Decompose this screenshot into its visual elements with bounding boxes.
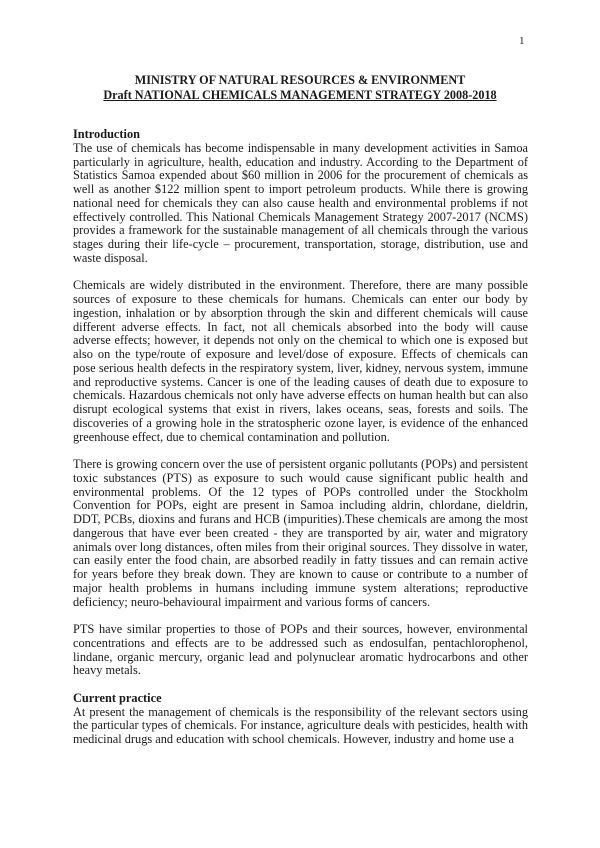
section-current-practice [73,692,528,747]
document-header [0,73,600,102]
ministry-title: MINISTRY OF NATURAL RESOURCES & ENVIRONMENT [134,73,466,87]
section-heading: Introduction [73,127,140,141]
paragraph: The use of chemicals has become indispensable in many development activities in Samoa particularly in agriculture, health, education and industry. According to the Department of Statistics Samoa expended about $60 million in 2006 for the procurement of chemicals as well as another $122 million spent to import petroleum products. While there is growing national need for chemicals they can also cause health and environmental problems if not effectively controlled. This National Chemicals Management Strategy 2007-2017 (NCMS) provides a framework for the sustainable management of all chemicals through the various stages during their life-cycle – procurement, transportation, storage, distribution, use and waste disposal. [73,140,528,265]
page-number: 1 [519,35,525,47]
paragraph: At present the management of chemicals is the responsibility of the relevant sectors using the particular types of chemicals. For instance, agriculture deals with pesticides, health with medicinal drugs and education with school chemicals. However, industry and home use a [73,704,528,746]
section-heading: Current practice [73,690,162,705]
strategy-subtitle: Draft NATIONAL CHEMICALS MANAGEMENT STRATEGY 2008-2018 [103,87,497,102]
paragraph: There is growing concern over the use of persistent organic pollutants (POPs) and persistent toxic substances (PTS) as exposure to such would cause significant public health and environmental problems. Of the 12 types of POPs controlled under the Stockholm Convention for POPs, eight are present in Samoa including aldrin, chlordane, dieldrin, DDT, PCBs, dioxins and furans and HCB (impurities).These chemicals are among the most dangerous that have ever been created - they are transported by air, water and migratory animals over long distances, often miles from their original sources. They dissolve in water, can easily enter the food chain, are absorbed readily in fatty tissues and can remain active for years before they break down. They are known to cause or contribute to a number of major health problems in humans including immune system alterations; reproductive deficiency; neuro-behavioural impairment and various forms of cancers. [73,457,528,609]
section-introduction [73,128,528,678]
paragraph: PTS have similar properties to those of POPs and their sources, however, environmental concentrations and effects are to be addressed such as endosulfan, pentachlorophenol, lindane, organic mercury, organic lead and polynuclear aromatic hydrocarbons and other heavy metals. [73,622,528,678]
paragraph: Chemicals are widely distributed in the environment. Therefore, there are many possible sources of exposure to these chemicals for humans. Chemicals can enter our body by ingestion, inhalation or by absorption through the skin and different chemicals will cause different adverse effects. In fact, not all chemicals absorbed into the body will cause adverse effects; however, it depends not only on the chemical to which one is exposed but also on the type/route of exposure and level/dose of exposure. Effects of chemicals can pose serious health defects in the respiratory system, liver, kidney, nervous system, immune and reproductive systems. Cancer is one of the leading causes of death due to exposure to chemicals. Hazardous chemicals not only have adverse effects on human health but can also disrupt ecological systems that exist in rivers, lakes oceans, seas, forests and soils. The discoveries of a growing hole in the stratospheric ozone layer, is evidence of the enhanced greenhouse effect, due to chemical contamination and pollution. [73,278,528,444]
document-body [73,128,528,747]
